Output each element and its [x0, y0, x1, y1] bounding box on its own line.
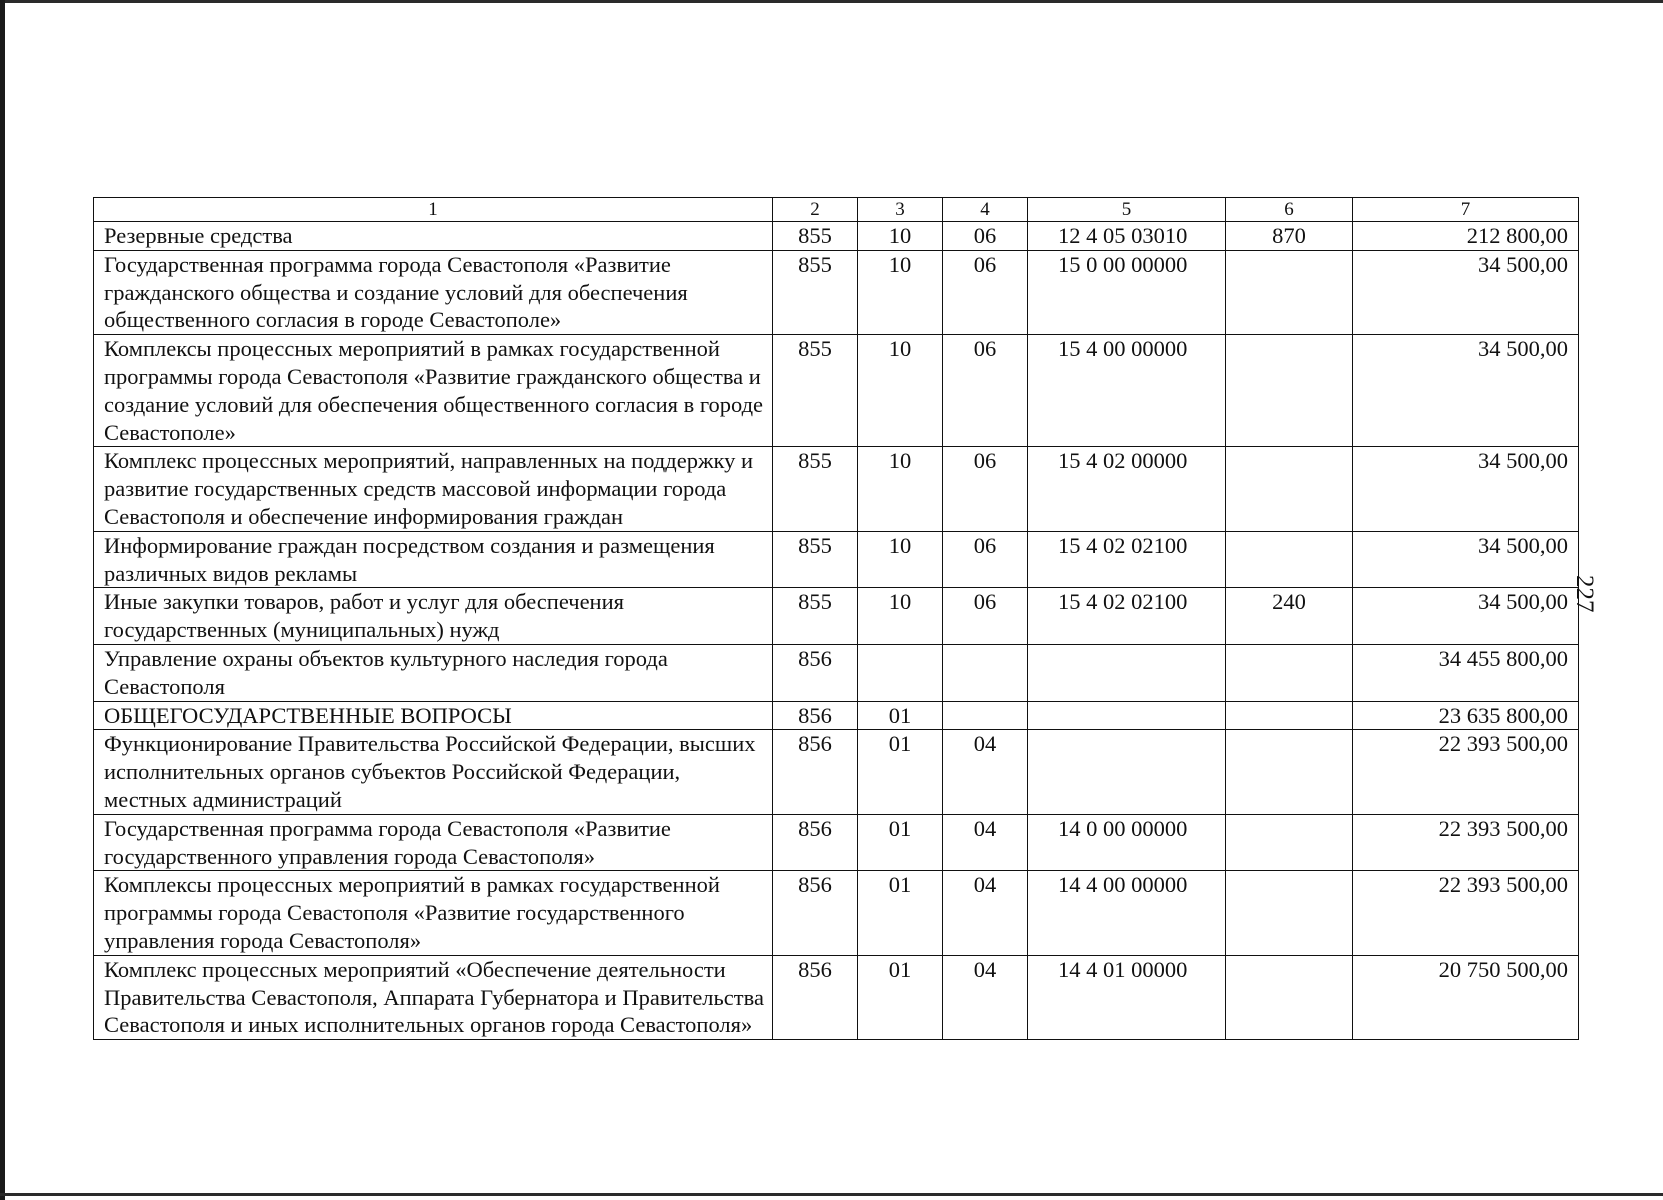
row-subsection	[943, 701, 1028, 730]
row-amount: 34 500,00	[1353, 588, 1579, 645]
row-expense-type	[1226, 335, 1353, 447]
row-expense-type	[1226, 644, 1353, 701]
table-row	[94, 730, 1579, 814]
row-amount: 20 750 500,00	[1353, 955, 1579, 1039]
page-number: 227	[1571, 575, 1598, 613]
row-grbs: 855	[773, 335, 858, 447]
row-section: 01	[858, 701, 943, 730]
row-section: 10	[858, 222, 943, 251]
table-row	[94, 955, 1579, 1039]
table-row	[94, 814, 1579, 871]
column-header-4: 4	[943, 198, 1028, 222]
row-expense-type: 870	[1226, 222, 1353, 251]
column-header-2: 2	[773, 198, 858, 222]
row-section: 01	[858, 955, 943, 1039]
row-amount: 34 500,00	[1353, 335, 1579, 447]
column-header-1: 1	[94, 198, 773, 222]
row-subsection: 06	[943, 531, 1028, 588]
row-expense-type	[1226, 447, 1353, 531]
row-amount: 22 393 500,00	[1353, 871, 1579, 955]
row-name: Функционирование Правительства Российской Федерации, высших исполнительных органов субъектов Российской Федерации, местных администраций	[94, 730, 773, 814]
table-row	[94, 222, 1579, 251]
row-subsection: 06	[943, 222, 1028, 251]
budget-table	[93, 197, 1579, 1040]
page-edge-bottom	[0, 1193, 1663, 1196]
row-subsection: 06	[943, 447, 1028, 531]
table-row	[94, 447, 1579, 531]
row-grbs: 855	[773, 531, 858, 588]
table-header-row	[94, 198, 1579, 222]
column-header-5: 5	[1028, 198, 1226, 222]
row-expense-type	[1226, 250, 1353, 334]
row-section: 10	[858, 531, 943, 588]
row-section: 10	[858, 250, 943, 334]
column-header-3: 3	[858, 198, 943, 222]
row-expense-type	[1226, 531, 1353, 588]
row-section: 10	[858, 588, 943, 645]
row-expense-type	[1226, 955, 1353, 1039]
row-subsection: 04	[943, 814, 1028, 871]
table-row	[94, 701, 1579, 730]
row-section: 01	[858, 814, 943, 871]
row-target-article: 12 4 05 03010	[1028, 222, 1226, 251]
row-target-article: 14 4 01 00000	[1028, 955, 1226, 1039]
row-amount: 34 500,00	[1353, 447, 1579, 531]
row-target-article: 15 4 02 00000	[1028, 447, 1226, 531]
row-amount: 212 800,00	[1353, 222, 1579, 251]
row-grbs: 855	[773, 588, 858, 645]
row-target-article: 15 0 00 00000	[1028, 250, 1226, 334]
row-subsection: 04	[943, 955, 1028, 1039]
row-grbs: 855	[773, 250, 858, 334]
row-section: 10	[858, 335, 943, 447]
row-expense-type	[1226, 730, 1353, 814]
row-grbs: 855	[773, 222, 858, 251]
row-amount: 34 455 800,00	[1353, 644, 1579, 701]
table-row	[94, 531, 1579, 588]
row-amount: 23 635 800,00	[1353, 701, 1579, 730]
row-section: 01	[858, 871, 943, 955]
row-subsection: 06	[943, 335, 1028, 447]
table-row	[94, 644, 1579, 701]
row-grbs: 856	[773, 644, 858, 701]
row-name: Информирование граждан посредством создания и размещения различных видов рекламы	[94, 531, 773, 588]
row-grbs: 856	[773, 814, 858, 871]
row-expense-type	[1226, 871, 1353, 955]
row-amount: 34 500,00	[1353, 531, 1579, 588]
row-target-article: 15 4 02 02100	[1028, 531, 1226, 588]
row-grbs: 856	[773, 955, 858, 1039]
row-name: ОБЩЕГОСУДАРСТВЕННЫЕ ВОПРОСЫ	[94, 701, 773, 730]
row-section: 10	[858, 447, 943, 531]
row-target-article: 15 4 02 02100	[1028, 588, 1226, 645]
row-name: Государственная программа города Севастополя «Развитие государственного управления города Севастополя»	[94, 814, 773, 871]
row-target-article	[1028, 701, 1226, 730]
table-row	[94, 588, 1579, 645]
row-name: Комплекс процессных мероприятий «Обеспечение деятельности Правительства Севастополя, Аппарата Губернатора и Правительства Севастополя и иных исполнительных органов города Севастополя»	[94, 955, 773, 1039]
row-expense-type	[1226, 701, 1353, 730]
row-amount: 22 393 500,00	[1353, 814, 1579, 871]
row-grbs: 855	[773, 447, 858, 531]
row-grbs: 856	[773, 701, 858, 730]
row-name: Иные закупки товаров, работ и услуг для обеспечения государственных (муниципальных) нужд	[94, 588, 773, 645]
row-name: Комплекс процессных мероприятий, направленных на поддержку и развитие государственных средств массовой информации города Севастополя и обеспечение информирования граждан	[94, 447, 773, 531]
row-target-article: 15 4 00 00000	[1028, 335, 1226, 447]
table-row	[94, 871, 1579, 955]
row-target-article	[1028, 730, 1226, 814]
row-target-article: 14 0 00 00000	[1028, 814, 1226, 871]
row-grbs: 856	[773, 730, 858, 814]
row-target-article	[1028, 644, 1226, 701]
row-target-article: 14 4 00 00000	[1028, 871, 1226, 955]
row-subsection: 06	[943, 250, 1028, 334]
row-name: Резервные средства	[94, 222, 773, 251]
page-edge-left	[0, 0, 5, 1200]
row-subsection: 04	[943, 871, 1028, 955]
row-subsection	[943, 644, 1028, 701]
row-name: Управление охраны объектов культурного наследия города Севастополя	[94, 644, 773, 701]
row-name: Комплексы процессных мероприятий в рамках государственной программы города Севастополя «Развитие гражданского общества и создание условий для обеспечения общественного согласия в городе Севастополе»	[94, 335, 773, 447]
table-row	[94, 335, 1579, 447]
row-amount: 34 500,00	[1353, 250, 1579, 334]
row-name: Комплексы процессных мероприятий в рамках государственной программы города Севастополя «Развитие государственного управления города Севастополя»	[94, 871, 773, 955]
page-edge-top	[0, 0, 1663, 3]
column-header-6: 6	[1226, 198, 1353, 222]
row-subsection: 04	[943, 730, 1028, 814]
row-section: 01	[858, 730, 943, 814]
column-header-7: 7	[1353, 198, 1579, 222]
row-name: Государственная программа города Севастополя «Развитие гражданского общества и создание условий для обеспечения общественного согласия в городе Севастополе»	[94, 250, 773, 334]
row-subsection: 06	[943, 588, 1028, 645]
row-grbs: 856	[773, 871, 858, 955]
row-expense-type: 240	[1226, 588, 1353, 645]
row-section	[858, 644, 943, 701]
row-expense-type	[1226, 814, 1353, 871]
table-row	[94, 250, 1579, 334]
row-amount: 22 393 500,00	[1353, 730, 1579, 814]
